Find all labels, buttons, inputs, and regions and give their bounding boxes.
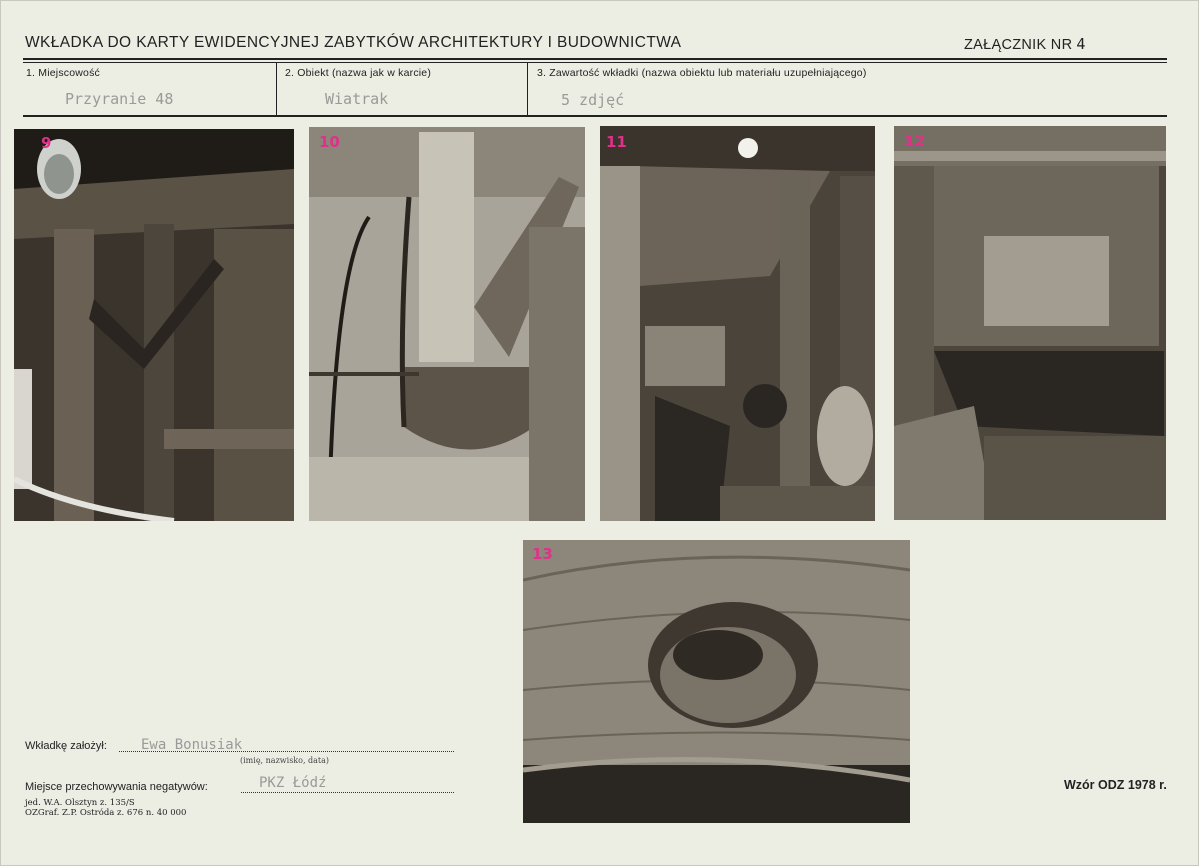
annex-label-text: ZAŁĄCZNIK NR: [964, 37, 1073, 53]
photo-13-image: [523, 540, 910, 823]
template-mark: Wzór ODZ 1978 r.: [1064, 778, 1167, 792]
printer-line-2: OZGraf. Z.P. Ostróda z. 676 n. 40 000: [25, 808, 187, 818]
photo-11: [600, 126, 875, 521]
negatives-dotted-line: [241, 792, 454, 793]
photo-11-image: [600, 126, 875, 521]
prepared-label: Wkładkę założył:: [25, 740, 107, 752]
prepared-hint: (imię, nazwisko, data): [240, 756, 330, 765]
negatives-label: Miejsce przechowywania negatywów:: [25, 781, 208, 793]
annex-label: [964, 35, 1086, 53]
field-divider-1: [276, 62, 277, 115]
photo-12: [894, 126, 1166, 520]
form-title: WKŁADKA DO KARTY EWIDENCYJNEJ ZABYTKÓW ARCHITEKTURY I BUDOWNICTWA: [25, 34, 682, 51]
photo-10: [309, 127, 585, 521]
locality-value: Przyranie 48: [65, 90, 174, 108]
annex-number: 4: [1076, 35, 1086, 53]
prepared-dotted-line: [119, 751, 454, 752]
object-label: 2. Obiekt (nazwa jak w karcie): [285, 67, 432, 79]
photo-13: [523, 540, 910, 823]
photo-9-number: 9: [41, 134, 52, 152]
object-value: Wiatrak: [325, 90, 389, 108]
printer-line-1: jed. W.A. Olsztyn z. 135/S: [25, 798, 135, 808]
photo-13-number: 13: [532, 545, 553, 563]
prepared-value: Ewa Bonusiak: [141, 737, 243, 753]
locality-label: 1. Miejscowość: [26, 67, 100, 79]
photo-9-image: [14, 129, 294, 521]
photo-9: [14, 129, 294, 521]
photo-11-number: 11: [606, 133, 627, 151]
field-divider-2: [527, 62, 528, 115]
content-label: 3. Zawartość wkładki (nazwa obiektu lub materiału uzupełniającego): [537, 67, 867, 79]
header-rule-thin: [23, 62, 1167, 63]
negatives-value: PKZ Łódź: [259, 775, 327, 791]
photo-12-image: [894, 126, 1166, 520]
photo-10-number: 10: [319, 133, 340, 151]
fields-rule-bottom: [23, 115, 1167, 117]
photo-12-number: 12: [904, 132, 925, 150]
photo-10-image: [309, 127, 585, 521]
content-value: 5 zdjęć: [561, 91, 625, 109]
header-rule-top: [23, 58, 1167, 60]
